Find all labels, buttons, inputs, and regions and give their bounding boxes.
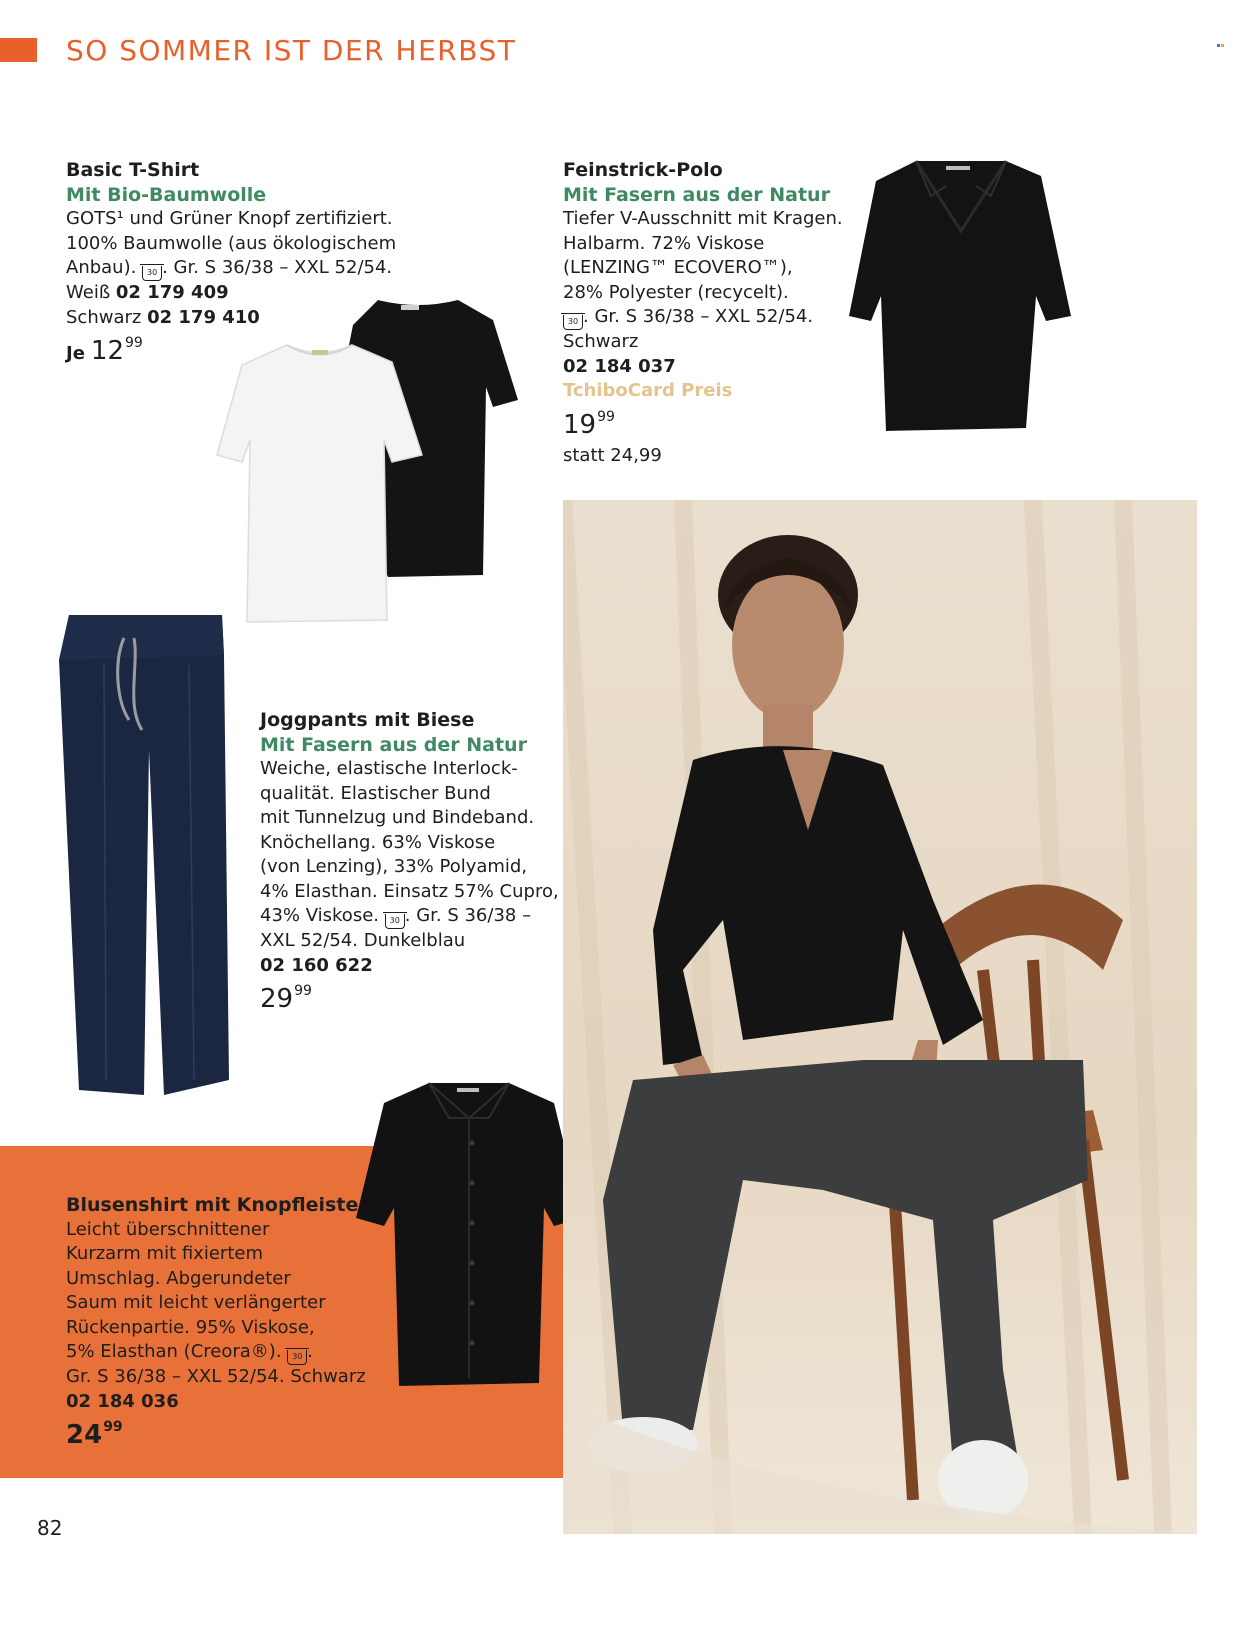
- tshirt-variant-black: Schwarz 02 179 410: [66, 306, 260, 328]
- blouse-title: Blusenshirt mit Knopfleiste: [66, 1194, 359, 1216]
- blouse-desc-3: Umschlag. Abgerundeter: [66, 1267, 291, 1289]
- polo-title: Feinstrick-Polo: [563, 159, 723, 181]
- blouse-image: [354, 1078, 584, 1394]
- tshirt-desc-3: Anbau). 30 . Gr. S 36/38 – XXL 52/54.: [66, 256, 396, 281]
- tshirt-title: Basic T-Shirt: [66, 159, 200, 181]
- page-title: SO SOMMER IST DER HERBST: [66, 34, 517, 67]
- wash-30-icon: 30: [287, 1350, 307, 1365]
- polo-desc-2: Halbarm. 72% Viskose: [563, 232, 765, 254]
- joggpants-price: $29^{99}$: [260, 983, 312, 1014]
- blouse-desc-2: Kurzarm mit fixiertem: [66, 1243, 263, 1264]
- polo-old-price: statt 24,99: [563, 444, 662, 466]
- joggpants-title: Joggpants mit Biese: [260, 709, 475, 731]
- joggpants-desc-5: (von Lenzing), 33% Polyamid,: [260, 856, 528, 877]
- joggpants-info: [260, 708, 559, 1018]
- polo-code: 02 184 037: [563, 355, 676, 377]
- joggpants-code: 02 160 622: [260, 954, 373, 976]
- joggpants-desc-6: 4% Elasthan. Einsatz 57% Cupro,: [260, 880, 559, 902]
- page-number: 82: [37, 1516, 63, 1540]
- polo-price: $19^{99}$: [563, 408, 615, 440]
- header-accent-bar: [0, 38, 37, 62]
- joggpants-desc-8: XXL 52/54. Dunkelblau: [260, 930, 466, 951]
- model-photo: [563, 500, 1197, 1534]
- polo-image: [846, 156, 1076, 438]
- tshirt-info: [66, 158, 396, 370]
- tshirt-desc-2: 100% Baumwolle (aus ökologischem: [66, 232, 397, 254]
- blouse-info: [66, 1193, 366, 1454]
- tshirt-variant-white: Weiß 02 179 409: [66, 282, 229, 303]
- wash-30-icon: 30: [563, 315, 583, 330]
- polo-desc-5: 30 . Gr. S 36/38 – XXL 52/54.: [563, 305, 843, 330]
- joggpants-desc-4: Knöchellang. 63% Viskose: [260, 831, 496, 853]
- blouse-desc-6: 5% Elasthan (Creora®). 30 .: [66, 1340, 366, 1365]
- wash-30-icon: 30: [142, 266, 162, 281]
- polo-desc-4: 28% Polyester (recycelt).: [563, 281, 789, 303]
- blouse-desc-1: Leicht überschnittener: [66, 1218, 270, 1240]
- blouse-desc-7: Gr. S 36/38 – XXL 52/54. Schwarz: [66, 1366, 366, 1387]
- tshirt-subtitle: Mit Bio-Baumwolle: [66, 183, 267, 206]
- polo-subtitle: Mit Fasern aus der Natur: [563, 183, 830, 206]
- joggpants-desc-7: 43% Viskose. 30 . Gr. S 36/38 –: [260, 904, 559, 929]
- white-tshirt-image: [212, 340, 427, 630]
- joggpants-desc-2: qualität. Elastischer Bund: [260, 782, 491, 804]
- polo-tchibocard-label: TchiboCard Preis: [563, 380, 733, 401]
- polo-color: Schwarz: [563, 331, 639, 352]
- blouse-desc-4: Saum mit leicht verlängerter: [66, 1292, 326, 1313]
- joggpants-desc-3: mit Tunnelzug und Bindeband.: [260, 807, 535, 828]
- corner-logo-icon: [1217, 34, 1225, 40]
- joggpants-image: [54, 610, 239, 1100]
- polo-info: [563, 158, 843, 468]
- joggpants-subtitle: Mit Fasern aus der Natur: [260, 733, 527, 756]
- blouse-code: 02 184 036: [66, 1390, 179, 1412]
- joggpants-desc-1: Weiche, elastische Interlock-: [260, 758, 518, 779]
- tshirt-desc-1: GOTS¹ und Grüner Knopf zertifiziert.: [66, 208, 393, 229]
- tshirt-price: Je $12^{99}$: [66, 335, 143, 366]
- blouse-desc-5: Rückenpartie. 95% Viskose,: [66, 1316, 315, 1338]
- polo-desc-3: (LENZING™ ECOVERO™),: [563, 257, 793, 278]
- wash-30-icon: 30: [385, 914, 405, 929]
- polo-desc-1: Tiefer V-Ausschnitt mit Kragen.: [563, 208, 843, 229]
- blouse-price: $24^{99}$: [66, 1419, 123, 1450]
